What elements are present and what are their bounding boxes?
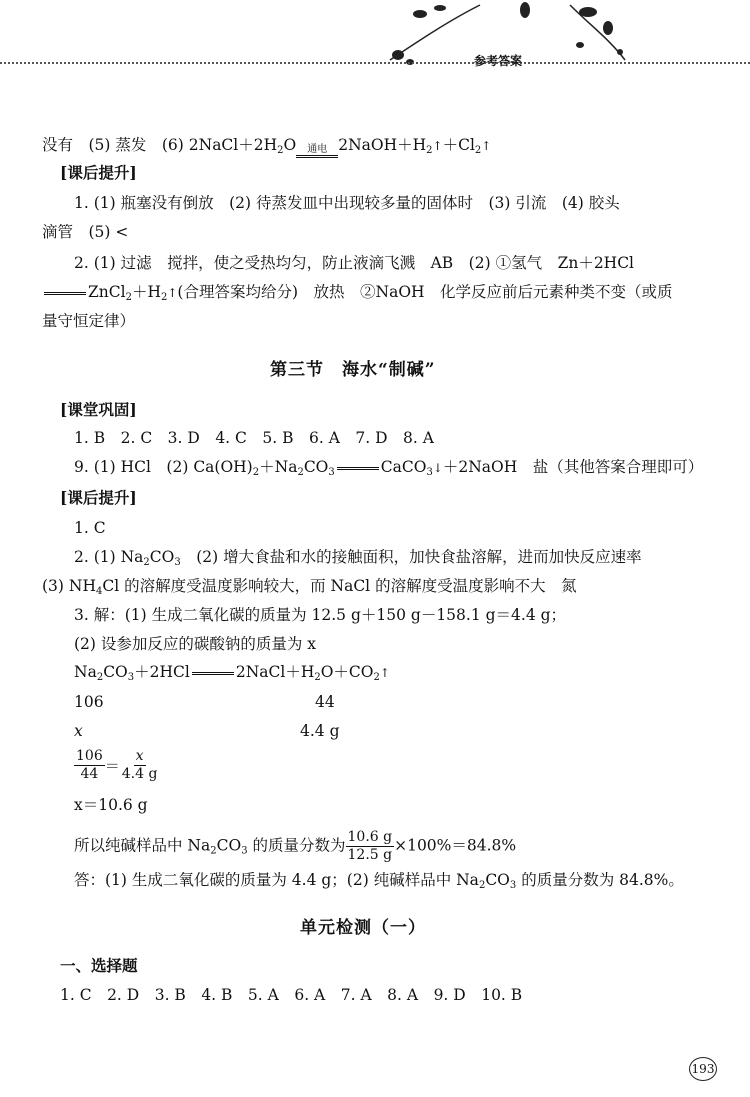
heading-class-consolidation: [课堂巩固] bbox=[60, 400, 137, 419]
s3-line-5: (3) $NH_4Cl$ 的溶解度受温度影响较大，而 NaCl 的溶解度受温度影响不大 氮 bbox=[42, 577, 577, 597]
s3-line-1: 1. B 2. C 3. D 4. C 5. B 6. A 7. D 8. A bbox=[74, 429, 434, 447]
s3-line-9: x＝10.6 g bbox=[74, 796, 148, 814]
s3-line-3: 1. C bbox=[74, 519, 106, 537]
cont-line-2: 1. (1) 瓶塞没有倒放 (2) 待蒸发皿中出现较多量的固体时 (3) 引流 (4) 胶头 bbox=[74, 194, 620, 212]
ratio-row-2-left: x bbox=[74, 722, 83, 740]
cont-line-5: $ZnCl_2+H_2↑$(合理答案均给分) 放热 ②NaOH 化学反应前后元素种类不变（或质 bbox=[42, 282, 673, 303]
ratio-row-2-right: 4.4 g bbox=[300, 722, 340, 740]
s3-line-10: 所以纯碱样品中 $Na_2CO_3$ 的质量分数为 $\frac{10.6 g}{12.5 g}$ ×100%＝84.8% bbox=[74, 829, 517, 863]
cont-line-6: 量守恒定律） bbox=[42, 312, 136, 330]
s3-line-2: 9. (1) HCl (2) $Ca(OH)_2+Na_2CO_3$ CaCO$_3$↓＋2NaOH 盐（其他答案合理即可） bbox=[74, 458, 704, 478]
ratio-row-1-right: 44 bbox=[315, 693, 335, 711]
heading-after-class-1: [课后提升] bbox=[60, 163, 137, 182]
s3-line-11: 答：(1) 生成二氧化碳的质量为 4.4 g；(2) 纯碱样品中 $Na_2CO_3$ 的质量分数为 84.8%。 bbox=[74, 871, 684, 891]
s3-line-7: (2) 设参加反应的碳酸钠的质量为 x bbox=[74, 635, 317, 653]
cont-line-4: 2. (1) 过滤 搅拌，使之受热均匀，防止液滴飞溅 AB (2) ①氢气 Zn＋2HCl bbox=[74, 254, 635, 272]
page-number: 193 bbox=[689, 1057, 717, 1081]
unit-title: 单元检测（一） bbox=[300, 918, 426, 938]
section-title: 第三节 海水“制碱” bbox=[270, 360, 436, 380]
cont-line-1: 没有 (5) 蒸发 (6) $2NaCl+2H_2O$ 通电 $2NaOH+H_2↑+Cl_2↑$ bbox=[42, 136, 492, 156]
equation-line: $Na_2CO_3+2HCl$ $2NaCl+H_2O+CO_2↑$ bbox=[74, 663, 390, 683]
unit-heading: 一、选择题 bbox=[60, 956, 138, 975]
s3-line-4: 2. (1) $Na_2CO_3$ (2) 增大食盐和水的接触面积，加快食盐溶解，进而加快反应速率 bbox=[74, 548, 642, 568]
header-label: 参考答案 bbox=[474, 54, 523, 68]
s3-line-6: 3. 解：(1) 生成二氧化碳的质量为 12.5 g＋150 g－158.1 g＝4.4 g； bbox=[74, 606, 567, 624]
condition-arrow: 通电 bbox=[296, 145, 338, 158]
header-dotted-rule bbox=[0, 62, 750, 64]
cont-line-3: 滴管 (5) < bbox=[42, 223, 129, 241]
ratio-row-1-left: 106 bbox=[74, 693, 104, 711]
unit-answers: 1. C 2. D 3. B 4. B 5. A 6. A 7. A 8. A 9. D 10. B bbox=[60, 986, 523, 1004]
proportion-equation: $\frac{106}{44}$ ＝ $\frac{x}{4.4 g}$ bbox=[76, 748, 158, 782]
heading-after-class-2: [课后提升] bbox=[60, 488, 137, 507]
